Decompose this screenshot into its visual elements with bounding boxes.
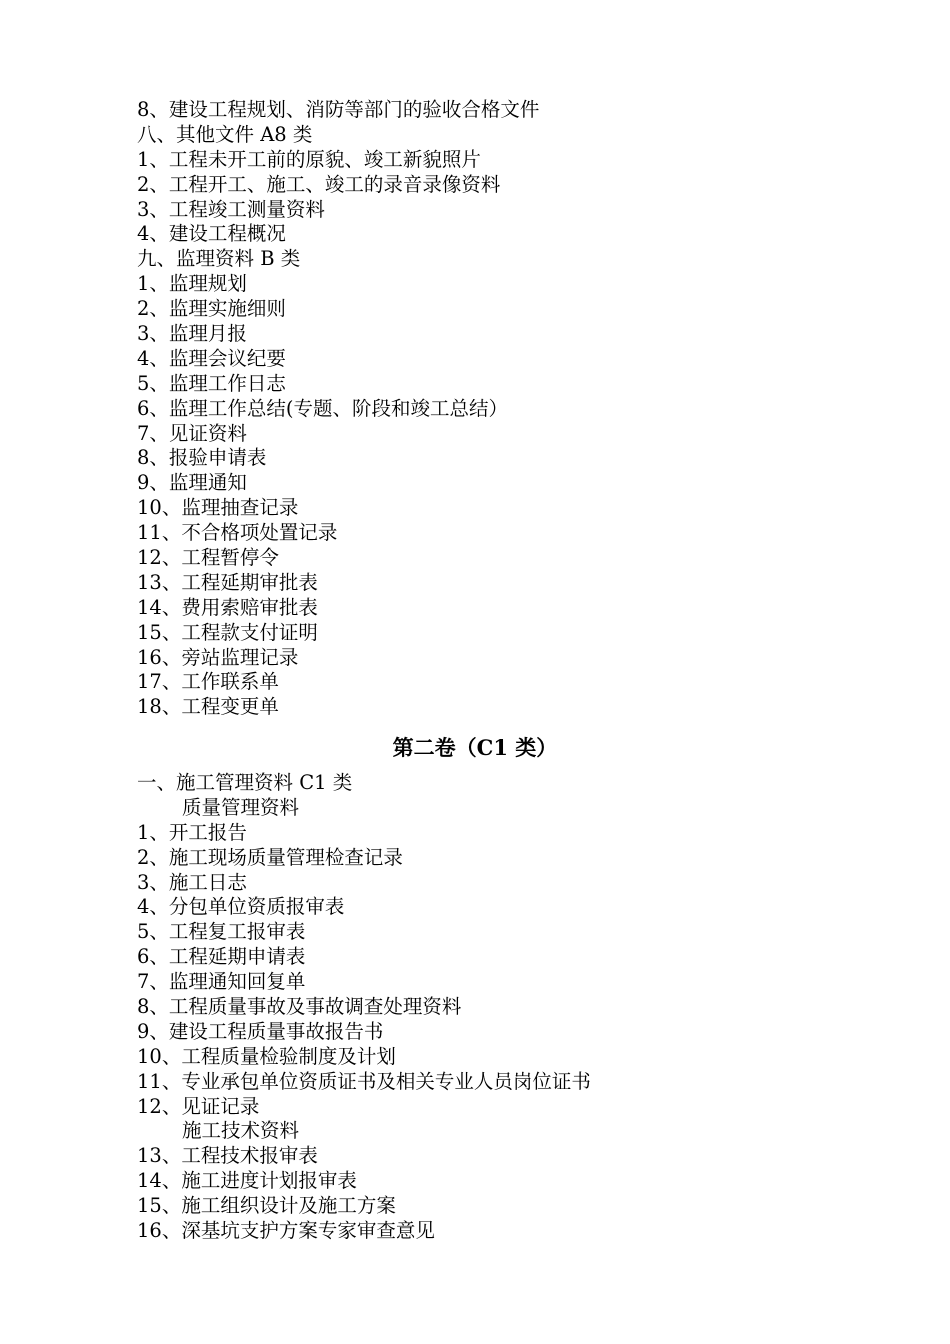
list-item: 14、费用索赔审批表 [137, 595, 318, 619]
list-item: 12、工程暂停令 [137, 546, 279, 570]
list-item: 13、工程延期审批表 [137, 570, 318, 594]
section-2-list [137, 771, 837, 1244]
list-item: 8、报验申请表 [137, 446, 267, 470]
list-item: 4、分包单位资质报审表 [137, 895, 345, 919]
list-item: 6、工程延期申请表 [137, 945, 306, 969]
list-item: 5、监理工作日志 [137, 371, 286, 395]
list-item: 2、工程开工、施工、竣工的录音录像资料 [137, 172, 501, 196]
list-item: 7、监理通知回复单 [137, 970, 306, 994]
list-item: 16、旁站监理记录 [137, 645, 299, 669]
list-item: 2、施工现场质量管理检查记录 [137, 845, 403, 869]
list-item: 7、见证资料 [137, 421, 247, 445]
volume-heading: 第二卷（C1 类） [392, 735, 558, 760]
list-item: 10、工程质量检验制度及计划 [137, 1044, 396, 1068]
list-item: 九、监理资料 B 类 [137, 247, 301, 271]
list-item: 14、施工进度计划报审表 [137, 1169, 357, 1193]
subsection-heading: 施工技术资料 [182, 1119, 300, 1143]
list-item: 5、工程复工报审表 [137, 920, 306, 944]
list-item: 17、工作联系单 [137, 670, 279, 694]
list-item: 1、工程未开工前的原貌、竣工新貌照片 [137, 147, 481, 171]
list-item: 10、监理抽查记录 [137, 496, 299, 520]
list-item: 18、工程变更单 [137, 695, 279, 719]
subsection-heading: 质量管理资料 [182, 795, 300, 819]
list-item: 八、其他文件 A8 类 [137, 122, 313, 146]
list-item: 11、不合格项处置记录 [137, 521, 338, 545]
list-item: 13、工程技术报审表 [137, 1144, 318, 1168]
list-item: 9、建设工程质量事故报告书 [137, 1019, 384, 1043]
list-item: 一、施工管理资料 C1 类 [137, 771, 353, 794]
list-item: 12、见证记录 [137, 1094, 260, 1118]
list-item: 3、监理月报 [137, 322, 247, 346]
list-item: 8、工程质量事故及事故调查处理资料 [137, 995, 462, 1019]
list-item: 15、施工组织设计及施工方案 [137, 1194, 396, 1218]
list-item: 4、监理会议纪要 [137, 346, 286, 370]
section-1-list [137, 98, 837, 720]
list-item: 11、专业承包单位资质证书及相关专业人员岗位证书 [137, 1069, 591, 1093]
list-item: 3、施工日志 [137, 870, 247, 894]
list-item: 1、监理规划 [137, 272, 247, 296]
list-item: 9、监理通知 [137, 471, 247, 495]
list-item: 4、建设工程概况 [137, 222, 286, 246]
list-item: 1、开工报告 [137, 820, 247, 844]
list-item: 16、深基坑支护方案专家审查意见 [137, 1219, 435, 1243]
list-item: 3、工程竣工测量资料 [137, 197, 325, 221]
list-item: 6、监理工作总结(专题、阶段和竣工总结） [137, 396, 509, 420]
list-item: 8、建设工程规划、消防等部门的验收合格文件 [137, 98, 540, 121]
list-item: 15、工程款支付证明 [137, 620, 318, 644]
list-item: 2、监理实施细则 [137, 297, 286, 321]
